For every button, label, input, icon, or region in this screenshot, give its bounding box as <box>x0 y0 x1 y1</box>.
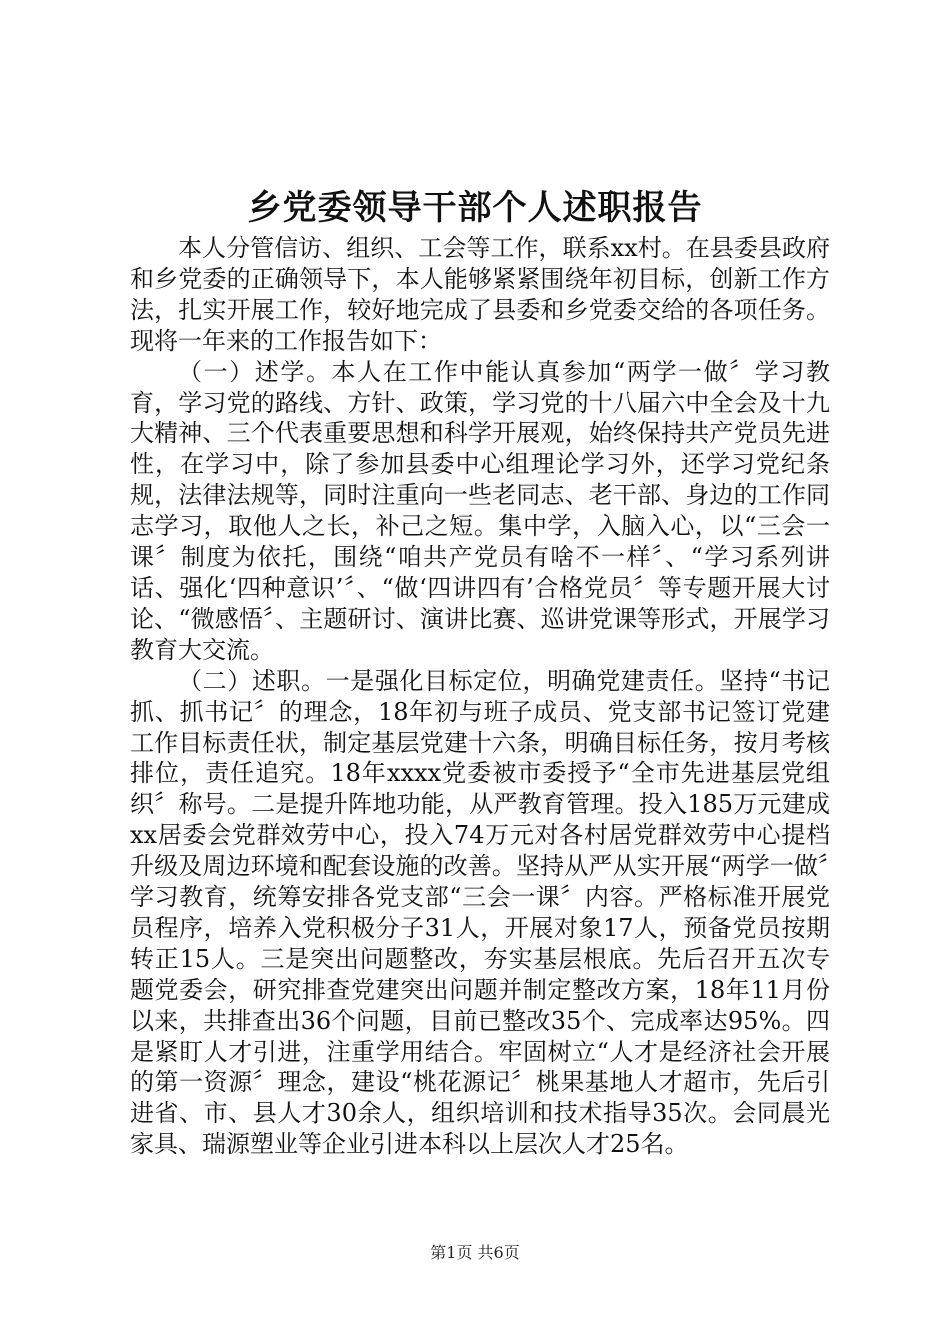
page-footer: 第1页 共6页 <box>430 1243 520 1262</box>
paragraph-study: （一）述学。本人在工作中能认真参加“两学一做〞学习教育，学习党的路线、方针、政策，学习党的十八届六中全会及十九大精神、三个代表重要思想和科学开展观，始终保持共产党员先进性，在学习中，除了参加县委中心组理论学习外，还学习党纪条规，法律法规等，同时注重向一些老同志、老干部、身边的工作同志学习，取他人之长，补己之短。集中学，入脑入心，以“三会一课〞制度为依托，围绕“咱共产党员有啥不一样〞、“学习系列讲话、强化‘四种意识’〞、“做‘四讲四有’合格党员〞等专题开展大讨论、“微感悟〞、主题研讨、演讲比赛、巡讲党课等形式，开展学习教育大交流。 <box>130 357 830 664</box>
paragraph-intro: 本人分管信访、组织、工会等工作，联系xx村。在县委县政府和乡党委的正确领导下，本人能够紧紧围绕年初目标，创新工作方法，扎实开展工作，较好地完成了县委和乡党委交给的各项任务。现将一年来的工作报告如下： <box>130 234 830 355</box>
document-title: 乡党委领导干部个人述职报告 <box>247 188 703 228</box>
document-body <box>130 233 830 1160</box>
paragraph-duty: （二）述职。一是强化目标定位，明确党建责任。坚持“书记抓、抓书记〞的理念，18年初与班子成员、党支部书记签订党建工作目标责任状，制定基层党建十六条，明确目标任务，按月考核排位，责任追究。18年xxxx党委被市委授予“全市先进基层党组织〞称号。二是提升阵地功能，从严教育管理。投入185万元建成xx居委会党群效劳中心，投入74万元对各村居党群效劳中心提档升级及周边环境和配套设施的改善。坚持从严从实开展“两学一做〞学习教育，统筹安排各党支部“三会一课〞内容。严格标准开展党员程序，培养入党积极分子31人，开展对象17人，预备党员按期转正15人。三是突出问题整改，夯实基层根底。先后召开五次专题党委会，研究排查党建突出问题并制定整改方案，18年11月份以来，共排查出36个问题，目前已整改35个、完成率达95%。四是紧盯人才引进，注重学用结合。牢固树立“人才是经济社会开展的第一资源〞理念，建设“桃花源记〞桃果基地人才超市，先后引进省、市、县人才30余人，组织培训和技术指导35次。会同晨光家具、瑞源塑业等企业引进本科以上层次人才25名。 <box>130 666 830 1159</box>
